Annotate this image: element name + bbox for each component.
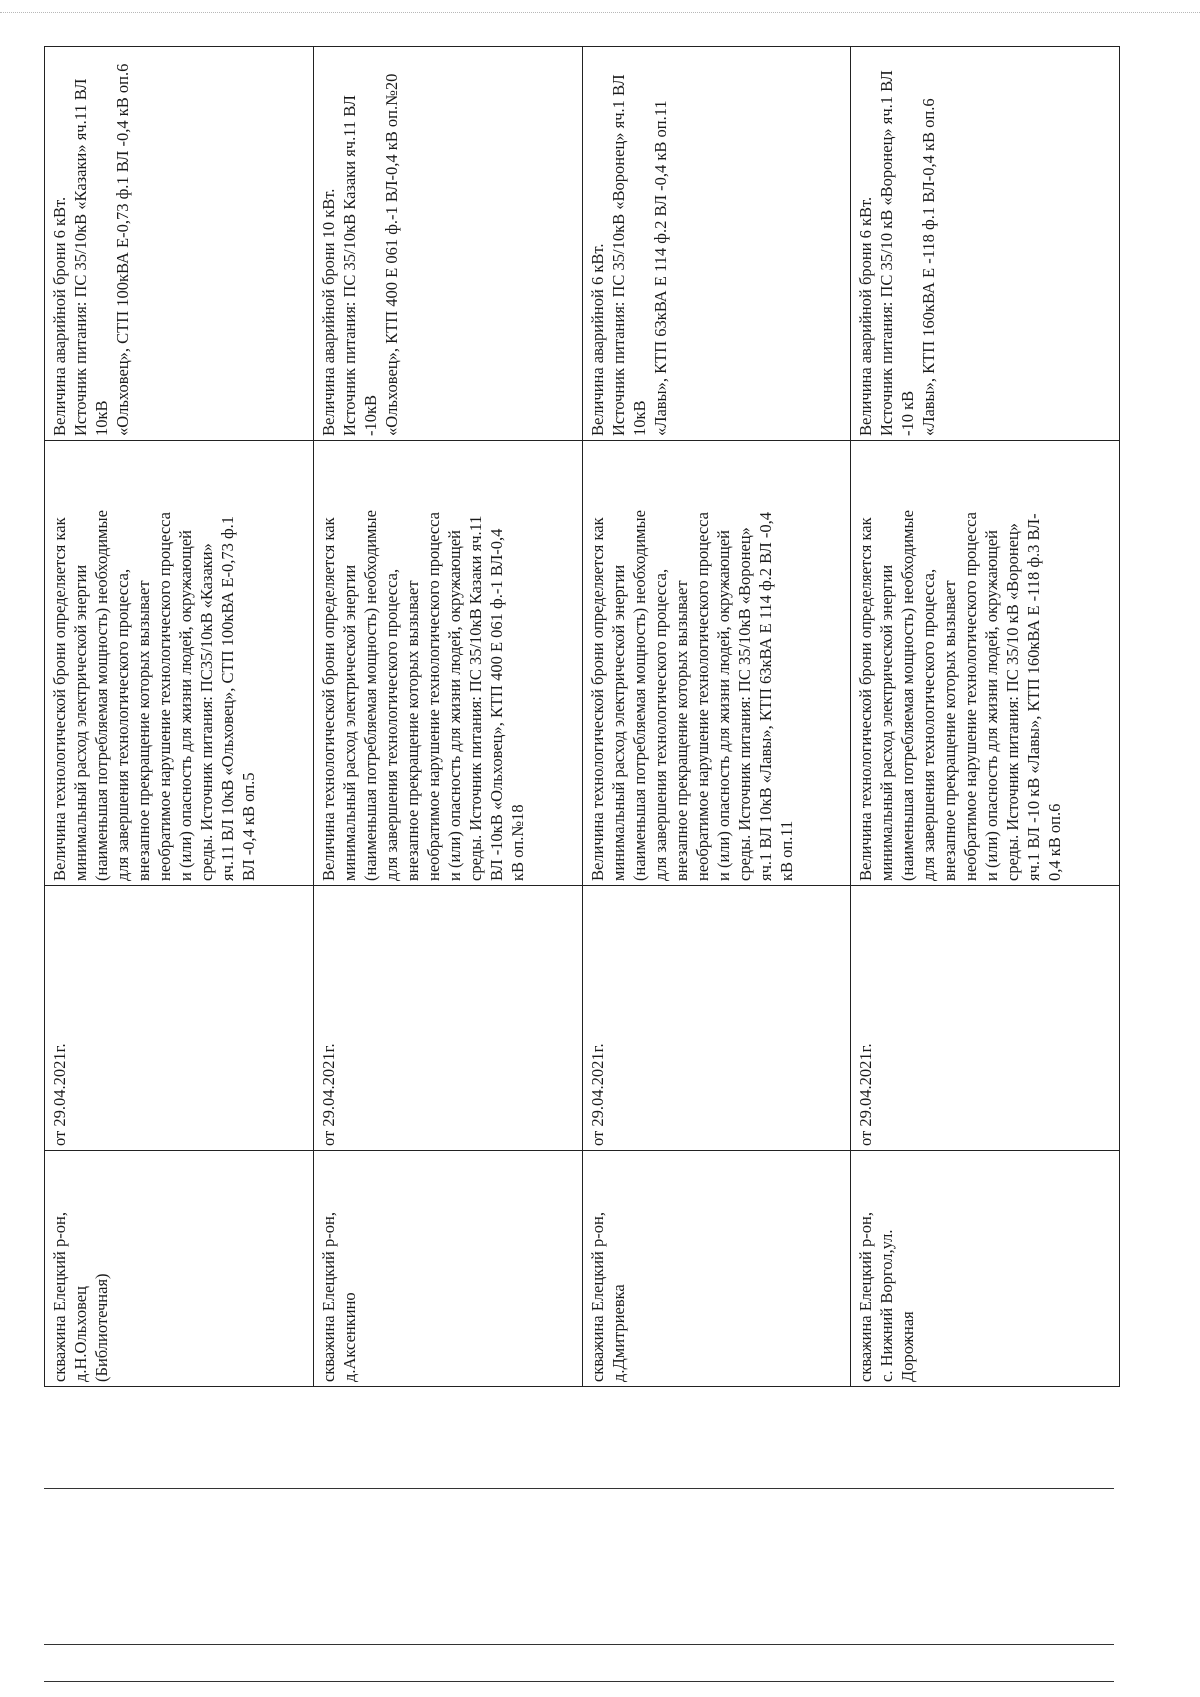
location-cell: скважина Елецкий р-он, д.Аксенкино [313, 1151, 582, 1387]
signature-line [44, 1644, 1114, 1645]
date-cell: от 29.04.2021г. [313, 886, 582, 1151]
signature-line [44, 1488, 1114, 1489]
emergency-reserve-cell: Величина аварийной 6 кВт. Источник питания: ПС 35/10кВ «Воронец» яч.1 ВЛ 10кВ «Лавы», КТП 63кВА Е 114 ф.2 ВЛ -0,4 кВ оп.11 [582, 47, 851, 441]
location-cell: скважина Елецкий р-он, д.Н.Ольховец (Библиотечная) [45, 1151, 314, 1387]
tech-reserve-cell: Величина технологической брони определяется как минимальный расход электрической энергии (наименьшая потребляемая мощность) необходимые для завершения технологического процесса, внезапное прекращение которых вызывает необратимое нарушение технологического процесса и (или) опасность для жизни людей, окружающей среды. Источник питания: ПС 35/10кВ «Воронец» яч.1 ВЛ 10кВ «Лавы», КТП 63кВА Е 114 ф.2 ВЛ -0,4 кВ оп.11 [582, 441, 851, 886]
emergency-reserve-cell: Величина аварийной брони 10 кВт. Источник питания: ПС 35/10кВ Казаки яч.11 ВЛ -10кВ «Ольховец», КТП 400 Е 061 ф.-1 ВЛ-0,4 кВ оп.№20 [313, 47, 582, 441]
tech-reserve-cell: Величина технологической брони определяется как минимальный расход электрической энергии (наименьшая потребляемая мощность) необходимые для завершения технологического процесса, внезапное прекращение которых вызывает необратимое нарушение технологического процесса и (или) опасность для жизни людей, окружающей среды. Источник питания: ПС35/10кВ «Казаки» яч.11 ВЛ 10кВ «Ольховец», СТП 100кВА Е-0,73 ф.1 ВЛ -0,4 кВ оп.5 [45, 441, 314, 886]
table-row [851, 47, 1120, 1387]
date-cell: от 29.04.2021г. [851, 886, 1120, 1151]
location-cell: скважина Елецкий р-он, с. Нижний Воргол,ул. Дорожная [851, 1151, 1120, 1387]
date-cell: от 29.04.2021г. [45, 886, 314, 1151]
rotated-table-block [44, 47, 1120, 1387]
scan-top-edge [0, 12, 1200, 13]
table-row [45, 47, 314, 1387]
power-reserve-table [44, 46, 1120, 1387]
tech-reserve-cell: Величина технологической брони определяется как минимальный расход электрической энергии (наименьшая потребляемая мощность) необходимые для завершения технологического процесса, внезапное прекращение которых вызывает необратимое нарушение технологического процесса и (или) опасность для жизни людей, окружающей среды. Источник питания: ПС 35/10 кВ «Воронец» яч.1 ВЛ -10 кВ «Лавы», КТП 160кВА Е -118 ф.3 ВЛ- 0,4 кВ оп.6 [851, 441, 1120, 886]
tech-reserve-cell: Величина технологической брони определяется как минимальный расход электрической энергии (наименьшая потребляемая мощность) необходимые для завершения технологического процесса, внезапное прекращение которых вызывает необратимое нарушение технологического процесса и (или) опасность для жизни людей, окружающей среды. Источник питания: ПС 35/10кВ Казаки яч.11 ВЛ -10кВ «Ольховец», КТП 400 Е 061 ф.-1 ВЛ-0,4 кВ оп.№18 [313, 441, 582, 886]
signature-line [44, 1681, 1114, 1682]
date-cell: от 29.04.2021г. [582, 886, 851, 1151]
location-cell: скважина Елецкий р-он, д.Дмитриевка [582, 1151, 851, 1387]
table-row [313, 47, 582, 1387]
emergency-reserve-cell: Величина аварийной брони 6 кВт. Источник питания: ПС 35/10кВ «Казаки» яч.11 ВЛ 10кВ «Ольховец», СТП 100кВА Е-0,73 ф.1 ВЛ -0,4 кВ оп.6 [45, 47, 314, 441]
emergency-reserve-cell: Величина аварийной брони 6 кВт. Источник питания: ПС 35/10 кВ «Воронец» яч.1 ВЛ -10 кВ «Лавы», КТП 160кВА Е -118 ф.1 ВЛ-0,4 кВ оп.6 [851, 47, 1120, 441]
table-row [582, 47, 851, 1387]
